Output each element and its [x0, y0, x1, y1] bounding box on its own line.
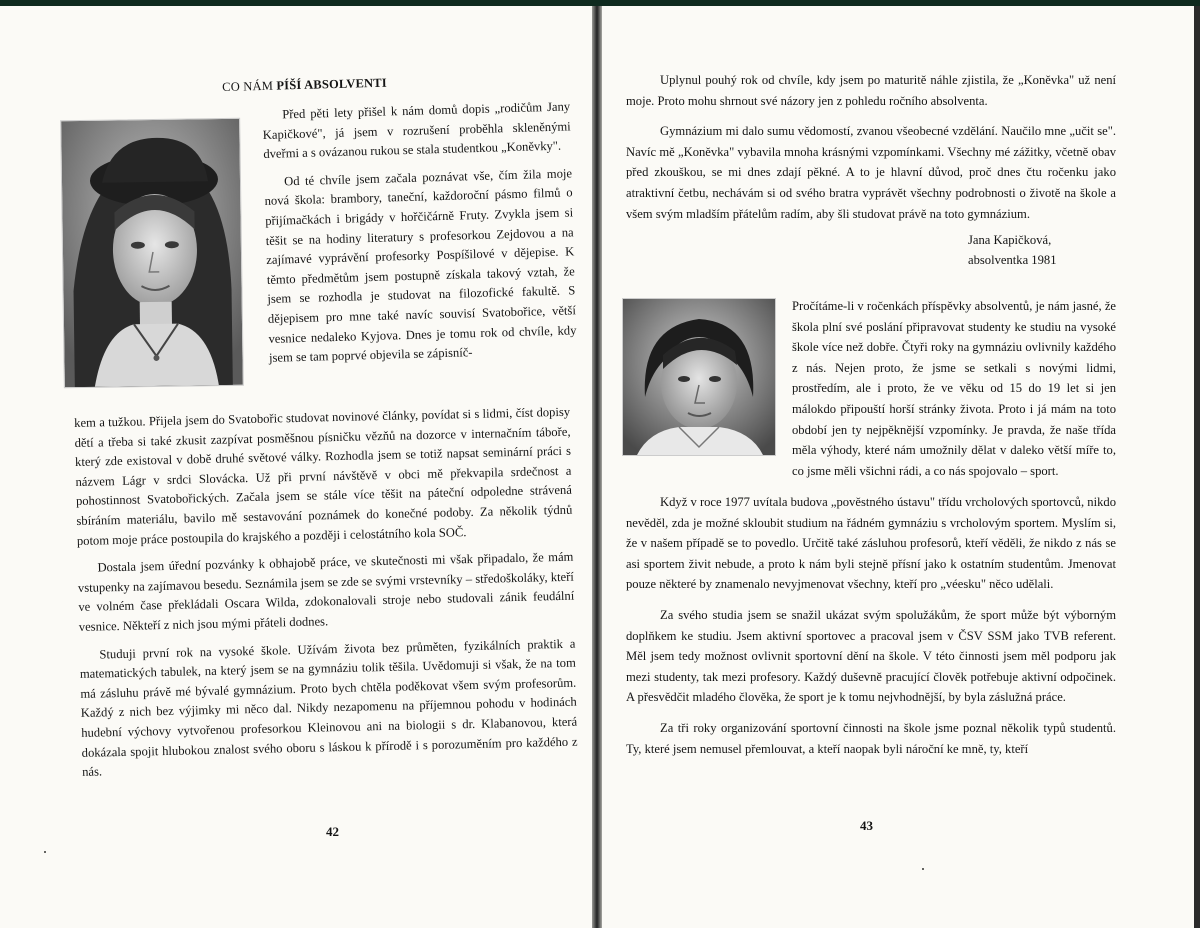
side-paragraph: Pročítáme-li v ročenkách příspěvky absolventů, je nám jasné, že škola plní své poslání připravovat studenty ke studiu na vysoké škole více než dobře. Čtyři roky na gymnáziu ovlivnily každého z nás. Nejen proto, že jsme se setkali s novými lidmi, prostředím, ale i proto, že ve věku od 15 do 19 let si jen málokdo připouští horší stránky života. Proto i já mám na toto období jen ty nejpěknější vzpomínky. Je pravda, že naše třída měla výhody, které nám umožnily dělat v daleko větší míře to, co jsme měli všichni rádi, a co nás spojovalo – sport.: [792, 299, 1116, 478]
side-paragraph-1: Před pěti lety přišel k nám domů dopis „rodičům Jany Kapičkové", já jsem v rozrušení proběhla skleněnými dveřmi a s ovázanou rukou se stala studentkou „Koněvky".: [262, 99, 571, 162]
right-main-column: [626, 492, 1116, 759]
signature-name: Jana Kapičková,: [968, 233, 1052, 247]
body-paragraph-1: kem a tužkou. Přijela jsem do Svatobořic studovat novinové články, povídat si s lidmi, číst dopisy dětí a třeba si také zkusit zazpívat posměšnou písničku vězňů na dozorce v internačním táboře, který zde existoval v době druhé světové války. Rozhodla jsem se totiž napsat seminární práci s názvem Lágr v srdci Slovácka. Už při první návštěvě v obci mě překvapila srdečnost a pohostinnost Svatobořických. Začala jsem se stále více těšit na páteční odpoledne strávená sbíráním materiálu, bavilo mě sestavování poznámek do konečné podoby. Za několik týdnů potom moje práce postoupila do krajského a později i celostátního kola SOČ.: [74, 404, 573, 548]
left-main-column: [74, 403, 578, 783]
intro-paragraph-2: Gymnázium mi dalo sumu vědomostí, zvanou všeobecné vzdělání. Naučilo mne „učit se". Navíc mě „Koněvka" vybavila mnoha krásnými vzpomínkami. Všechny mé zážitky, včetně obav před zkouškou, se mi dnes zdají pěkné. A to je hlavní důvod, proč dnes čtu ročenku jako atraktivní četbu, nechávám si od svého bratra vyprávět všechny podrobnosti o životě na škole a všem svým mladším přátelům radím, aby šli studovat právě na toto gymnázium.: [626, 124, 1116, 221]
left-side-column: [262, 97, 577, 368]
print-speck: [44, 851, 46, 853]
portrait-photo-girl: [60, 118, 244, 388]
main-paragraph-3: Za tři roky organizování sportovní činnosti na škole jsme poznal několik typů studentů. Ty, které jsem nemusel přemlouvat, a kteří naopak byli nároční ke mně, ty, kteří: [626, 720, 1116, 756]
right-page: [602, 6, 1200, 928]
body-paragraph-2: Dostala jsem úřední pozvánky k obhajobě práce, ve skutečnosti mi však připadalo, že mám vstupenky na zajímavou besedu. Seznámila jsem se zde se svými vrstevníky – středoškoláky, kteří ve volném čase překládali Oscara Wilda, zdokonalovali stroje nebo studovali zánik feudální vesnice. Někteří z nich jsou mými přáteli dodnes.: [77, 549, 575, 634]
page-number-left: 42: [326, 824, 339, 839]
portrait-photo-boy-icon: [623, 299, 775, 455]
right-intro: [626, 70, 1116, 224]
page-number-right: 43: [860, 818, 873, 833]
main-paragraph-2: Za svého studia jsem se snažil ukázat svým spolužákům, že sport může být výborným doplňkem ke studiu. Jsem aktivní sportovec a pracoval jsem v ČSV SSM jako TVB referent. Měl jsem tedy možnost ovlivnit sportovní dění na škole. V této činnosti jsem měl podporu jak mezi studenty, tak mezi profesory. Každý duševně pracující člověk potřebuje aktivní odpočinek. A přesvědčit mladého člověka, že sport je k tomu nejvhodnější, by byla záslužná práce.: [626, 607, 1116, 705]
title-prefix: CO NÁM: [222, 78, 274, 94]
signature-block: [968, 230, 1057, 270]
book-gutter: [592, 6, 602, 928]
title-rest: PÍŠÍ ABSOLVENTI: [276, 75, 388, 93]
left-page: [0, 6, 592, 928]
scanner-right-edge: [1194, 6, 1200, 928]
right-side-column: [792, 296, 1116, 481]
main-paragraph-1: Když v roce 1977 uvítala budova „pověstného ústavu" třídu vrcholových sportovců, nikdo nevěděl, zda je možné skloubit studium na řádném gymnáziu s vrcholovým sportem. Myslím si, že v našem případě se to povedlo. Určitě také zásluhou profesorů, kteří věděli, že nikdo z nás se asi sportem živit nebude, a proto k nám byli stejně přísní jako k ostatním studentům. Jmenovat pouze některé by znamenalo nevyjmenovat všechny, kteří pro „véesku" něco udělali.: [626, 495, 1116, 592]
article-title: [222, 76, 387, 95]
signature-role: absolventka 1981: [968, 253, 1057, 267]
intro-paragraph-1: Uplynul pouhý rok od chvíle, kdy jsem po maturitě náhle zjistila, že „Koněvka" už není moje. Proto mohu shrnout své názory jen z pohledu ročního absolventa.: [626, 73, 1116, 108]
portrait-photo-girl-icon: [61, 119, 243, 387]
print-speck: [922, 868, 924, 870]
body-paragraph-3: Studuji první rok na vysoké škole. Užívám života bez průměten, fyzikálních praktik a matematických tabulek, na který jsem se na gymnáziu tolik těšila. Uvědomuji si však, že na tom má zásluhu právě mé bývalé gymnázium. Proto bych chtěla poděkovat všem svým profesorům. Každý z nich bez výjimky mi něco dal. Nikdy nezapomenu na příjemnou pohodu v hodinách hudební výchovy vytvořenou profesorkou Kleinovou ani na biologii s dr. Klabanovou, která dokázala spojit hlubokou znalost svého oboru s láskou k přírodě i s porozuměním pro každého z nás.: [79, 636, 578, 779]
side-paragraph-2: Od té chvíle jsem začala poznávat vše, čím žila moje nová škola: brambory, taneční, každoroční pásmo filmů o přijímačkách i brigády v hořčičárně Fruty. Zvykla jsem si těšit se na hodiny literatury s profesorkou Zejdovou a na zajímavé vyprávění profesorky Pospíšilové v dějepise. K těmto předmětům jsem postupně získala takový vztah, že jsem se rozhodla je studovat na filozofické fakultě. S dějepisem pro mne také navíc souvisí Svatobořice, větší vesnice nedaleko Kyjova. Dnes je tomu rok od chvíle, kdy jsem se tam poprvé objevila se zápisníč-: [264, 166, 577, 366]
portrait-photo-boy: [622, 298, 776, 456]
